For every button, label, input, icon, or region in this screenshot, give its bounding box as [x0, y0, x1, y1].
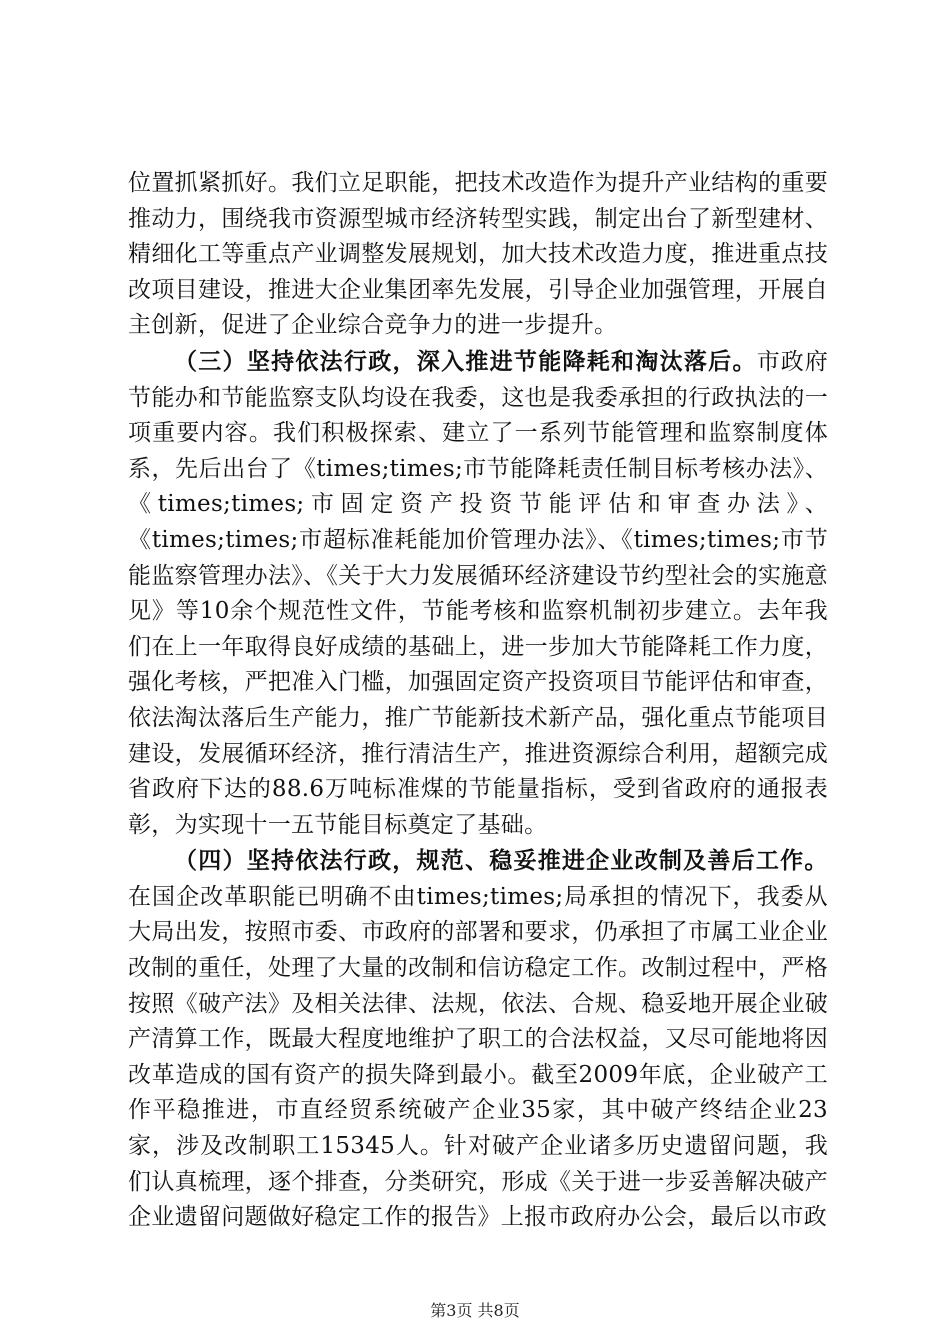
paragraph-2-heading: （三）坚持依法行政，深入推进节能降耗和淘汰落后。	[174, 347, 757, 375]
paragraph-3-heading: （四）坚持依法行政，规范、稳妥推进企业改制及善后工作。	[174, 847, 828, 875]
document-body	[128, 166, 828, 1236]
paragraph-3-text: 在国企改革职能已明确不由times;times;局承担的情况下，我委从大局出发，按照市委、市政府的部署和要求，仍承担了市属工业企业改制的重任，处理了大量的改制和信访稳定工作。改制过程中，严格按照《破产法》及相关法律、法规，依法、合规、稳妥地开展企业破产清算工作，既最大程度地维护了职工的合法权益，又尽可能地将因改革造成的国有资产的损失降到最小。截至2009年底，企业破产工作平稳推进，市直经贸系统破产企业35家，其中破产终结企业23家，涉及改制职工15345人。针对破产企业诸多历史遗留问题，我们认真梳理，逐个排查，分类研究，形成《关于进一步妥善解决破产企业遗留问题做好稳定工作的报告》上报市政府办公会，最后以市政	[128, 883, 828, 1231]
paragraph-2-text: 市政府节能办和节能监察支队均设在我委，这也是我委承担的行政执法的一项重要内容。我们积极探索、建立了一系列节能管理和监察制度体系，先后出台了《times;times;市节能降耗责任制目标考核办法》、《times;times;市固定资产投资节能评估和审查办法》、《times;times;市超标准耗能加价管理办法》、《times;times;市节能监察管理办法》、《关于大力发展循环经济建设节约型社会的实施意见》等10余个规范性文件，节能考核和监察机制初步建立。去年我们在上一年取得良好成绩的基础上，进一步加大节能降耗工作力度，强化考核，严把准入门槛，加强固定资产投资项目节能评估和审查，依法淘汰落后生产能力，推广节能新技术新产品，强化重点节能项目建设，发展循环经济，推行清洁生产，推进资源综合利用，超额完成省政府下达的88.6万吨标准煤的节能量指标，受到省政府的通报表彰，为实现十一五节能目标奠定了基础。	[128, 348, 828, 838]
page-number-footer: 第3页 共8页	[430, 1301, 520, 1320]
paragraph-1	[128, 166, 828, 344]
paragraph-2	[128, 344, 828, 843]
paragraph-1-text: 位置抓紧抓好。我们立足职能，把技术改造作为提升产业结构的重要推动力，围绕我市资源型城市经济转型实践，制定出台了新型建材、精细化工等重点产业调整发展规划，加大技术改造力度，推进重点技改项目建设，推进大企业集团率先发展，引导企业加强管理，开展自主创新，促进了企业综合竞争力的进一步提升。	[128, 170, 828, 339]
paragraph-3	[128, 843, 828, 1236]
